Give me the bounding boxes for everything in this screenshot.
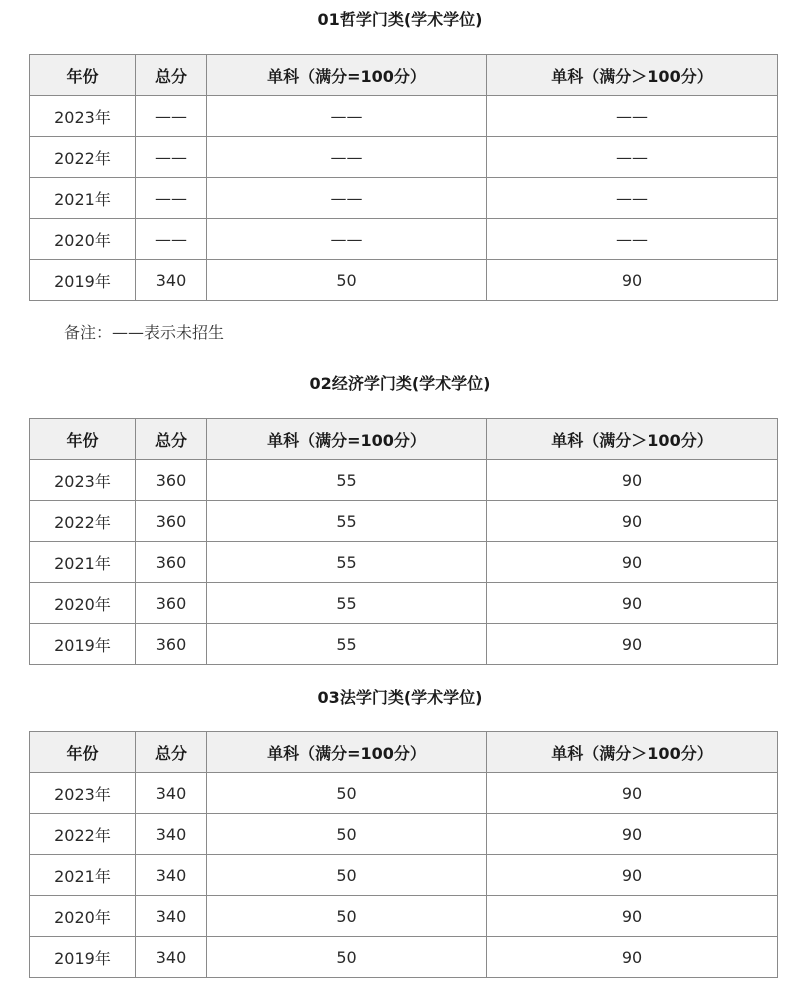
header-single-100: 单科（满分=100分） — [207, 55, 487, 96]
table-row — [30, 501, 778, 542]
cell-total: 340 — [136, 773, 207, 814]
table-header-row — [30, 419, 778, 460]
cell-single-100: 55 — [207, 501, 487, 542]
cell-total: —— — [136, 178, 207, 219]
cell-total: 360 — [136, 460, 207, 501]
cell-total: 360 — [136, 583, 207, 624]
cell-year: 2019年 — [30, 260, 136, 301]
cell-single-100: 55 — [207, 542, 487, 583]
table-row — [30, 260, 778, 301]
cell-single-gt100: 90 — [487, 896, 778, 937]
cell-total: 340 — [136, 896, 207, 937]
cell-total: 340 — [136, 855, 207, 896]
cell-single-100: —— — [207, 96, 487, 137]
table-row — [30, 855, 778, 896]
table-row — [30, 814, 778, 855]
cell-single-gt100: —— — [487, 96, 778, 137]
table-row — [30, 896, 778, 937]
cell-single-gt100: 90 — [487, 937, 778, 978]
cell-total: 360 — [136, 542, 207, 583]
cell-total: —— — [136, 137, 207, 178]
cell-year: 2022年 — [30, 814, 136, 855]
cell-year: 2021年 — [30, 542, 136, 583]
table-row — [30, 542, 778, 583]
section-title-economics: 02经济学门类(学术学位) — [309, 374, 491, 393]
cell-year: 2020年 — [30, 896, 136, 937]
cell-total: 340 — [136, 260, 207, 301]
cell-year: 2023年 — [30, 773, 136, 814]
cell-single-100: 50 — [207, 937, 487, 978]
header-total: 总分 — [136, 419, 207, 460]
cell-year: 2022年 — [30, 501, 136, 542]
table-header-row — [30, 55, 778, 96]
cell-year: 2020年 — [30, 583, 136, 624]
cell-single-100: 50 — [207, 260, 487, 301]
note-text: 备注：——表示未招生 — [64, 323, 225, 342]
score-table-law — [29, 731, 778, 978]
header-year: 年份 — [30, 55, 136, 96]
cell-single-gt100: 90 — [487, 460, 778, 501]
cell-total: —— — [136, 96, 207, 137]
cell-single-100: 50 — [207, 773, 487, 814]
table-row — [30, 137, 778, 178]
cell-total: 340 — [136, 937, 207, 978]
header-single-gt100: 单科（满分＞100分） — [487, 55, 778, 96]
cell-single-100: 55 — [207, 624, 487, 665]
score-table-economics — [29, 418, 778, 665]
cell-single-gt100: —— — [487, 178, 778, 219]
cell-total: 360 — [136, 624, 207, 665]
header-single-gt100: 单科（满分＞100分） — [487, 419, 778, 460]
table-row — [30, 460, 778, 501]
cell-single-gt100: 90 — [487, 542, 778, 583]
section-title-law: 03法学门类(学术学位) — [317, 688, 483, 707]
header-year: 年份 — [30, 419, 136, 460]
table-row — [30, 178, 778, 219]
header-year: 年份 — [30, 732, 136, 773]
cell-year: 2019年 — [30, 937, 136, 978]
cell-single-100: —— — [207, 137, 487, 178]
section-title-philosophy: 01哲学门类(学术学位) — [317, 10, 483, 29]
cell-year: 2019年 — [30, 624, 136, 665]
cell-single-gt100: 90 — [487, 583, 778, 624]
cell-single-100: 55 — [207, 460, 487, 501]
header-total: 总分 — [136, 732, 207, 773]
cell-single-gt100: 90 — [487, 814, 778, 855]
table-row — [30, 219, 778, 260]
cell-single-gt100: —— — [487, 137, 778, 178]
table-row — [30, 96, 778, 137]
cell-year: 2022年 — [30, 137, 136, 178]
header-total: 总分 — [136, 55, 207, 96]
cell-single-100: —— — [207, 178, 487, 219]
header-single-gt100: 单科（满分＞100分） — [487, 732, 778, 773]
table-row — [30, 937, 778, 978]
cell-single-gt100: 90 — [487, 855, 778, 896]
table-row — [30, 773, 778, 814]
header-single-100: 单科（满分=100分） — [207, 732, 487, 773]
cell-single-gt100: 90 — [487, 624, 778, 665]
cell-single-100: 55 — [207, 583, 487, 624]
cell-year: 2023年 — [30, 96, 136, 137]
cell-total: 340 — [136, 814, 207, 855]
cell-year: 2020年 — [30, 219, 136, 260]
cell-total: 360 — [136, 501, 207, 542]
cell-total: —— — [136, 219, 207, 260]
score-table-philosophy — [29, 54, 778, 301]
cell-single-100: 50 — [207, 814, 487, 855]
cell-single-100: 50 — [207, 896, 487, 937]
cell-year: 2023年 — [30, 460, 136, 501]
cell-single-gt100: —— — [487, 219, 778, 260]
table-row — [30, 583, 778, 624]
cell-single-gt100: 90 — [487, 501, 778, 542]
cell-year: 2021年 — [30, 178, 136, 219]
table-row — [30, 624, 778, 665]
cell-single-100: 50 — [207, 855, 487, 896]
cell-year: 2021年 — [30, 855, 136, 896]
cell-single-gt100: 90 — [487, 260, 778, 301]
table-header-row — [30, 732, 778, 773]
cell-single-100: —— — [207, 219, 487, 260]
header-single-100: 单科（满分=100分） — [207, 419, 487, 460]
cell-single-gt100: 90 — [487, 773, 778, 814]
